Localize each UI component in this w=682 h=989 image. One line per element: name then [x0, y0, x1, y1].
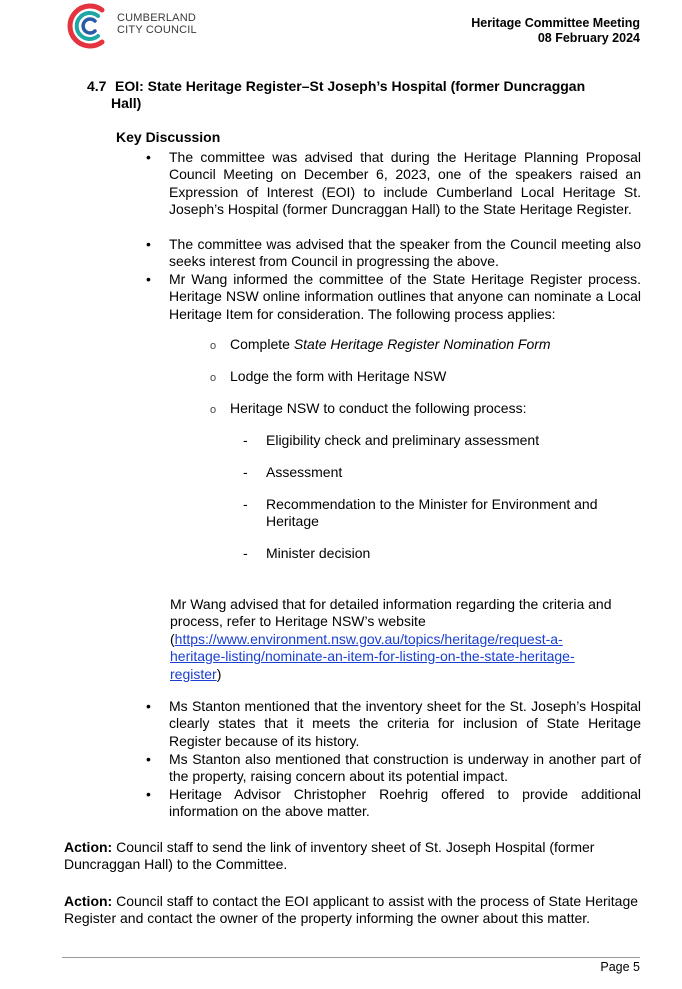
heritage-nsw-link-line3[interactable]: register	[170, 665, 217, 682]
key-discussion-heading: Key Discussion	[116, 129, 221, 145]
sub-step-4: Minister decision	[266, 545, 371, 561]
dash-bullet-icon: -	[243, 464, 248, 480]
bullet-icon: •	[146, 149, 151, 165]
sub-step-3: Recommendation to the Minister for Environment and Heritage	[266, 496, 598, 530]
advice-text: Mr Wang advised that for detailed information regarding the criteria and process, refer to Heritage NSW’s website	[170, 596, 612, 630]
process-step-3: Heritage NSW to conduct the following process:	[230, 400, 527, 416]
process-step-1-text: Complete	[230, 336, 294, 352]
sub-step-1: Eligibility check and preliminary assessment	[266, 432, 540, 448]
bullet-icon: •	[146, 271, 151, 287]
discussion-bullet-3: Mr Wang informed the committee of the State Heritage Register process. Heritage NSW online information outlines that anyone can nominate a Local Heritage Item for consideration. The following process applies:	[169, 271, 641, 322]
discussion-bullet-1: The committee was advised that during the Heritage Planning Proposal Council Meeting on December 6, 2023, one of the speakers raised an Expression of Interest (EOI) to include Cumberland Local Heritage St. Joseph’s Hospital (former Duncraggan Hall) to the State Heritage Register.	[169, 149, 641, 218]
dash-bullet-icon: -	[243, 545, 248, 561]
action-item-1	[64, 839, 644, 874]
section-title-line2: Hall)	[111, 95, 142, 111]
discussion-bullet-4: Ms Stanton mentioned that the inventory sheet for the St. Joseph’s Hospital clearly states that it meets the criteria for inclusion of State Heritage Register because of its history.	[169, 698, 641, 749]
heritage-nsw-link-line2[interactable]: heritage-listing/nominate-an-item-for-listing-on-the-state-heritage-	[170, 648, 575, 665]
action-text: Council staff to contact the EOI applicant to assist with the process of State Heritage Register and contact the owner of the property informing the owner about this matter.	[64, 893, 639, 927]
bullet-icon: •	[146, 786, 151, 802]
footer-divider	[62, 957, 640, 958]
dash-bullet-icon: -	[243, 432, 248, 448]
link-open-paren: (	[170, 630, 175, 647]
meeting-date: 08 February 2024	[537, 31, 640, 45]
council-logo-icon	[62, 0, 114, 52]
meeting-header	[471, 16, 640, 46]
heritage-nsw-link-line1[interactable]: https://www.environment.nsw.gov.au/topics/heritage/request-a-	[174, 630, 563, 647]
bullet-icon: •	[146, 751, 151, 767]
council-name	[117, 12, 197, 36]
sub-step-2: Assessment	[266, 464, 343, 480]
discussion-bullet-5: Ms Stanton also mentioned that construction is underway in another part of the property, raising concern about its potential impact.	[169, 751, 641, 785]
bullet-icon: •	[146, 698, 151, 714]
nomination-form-title: State Heritage Register Nomination Form	[293, 336, 551, 352]
council-name-line1: CUMBERLAND	[117, 12, 197, 24]
page-number: Page 5	[600, 960, 640, 974]
action-item-2	[64, 893, 644, 928]
section-title-line1: EOI: State Heritage Register–St Joseph’s Hospital (former Duncraggan	[115, 78, 586, 94]
dash-bullet-icon: -	[243, 496, 248, 512]
section-title	[87, 78, 647, 112]
website-link-block	[170, 631, 642, 648]
circle-bullet-icon: o	[210, 372, 217, 384]
process-step-1	[230, 336, 551, 352]
advice-paragraph	[170, 596, 642, 683]
council-name-line2: CITY COUNCIL	[117, 24, 197, 36]
action-label: Action:	[64, 839, 113, 855]
process-step-2: Lodge the form with Heritage NSW	[230, 368, 447, 384]
discussion-bullet-6: Heritage Advisor Christopher Roehrig offered to provide additional information on the above matter.	[169, 786, 641, 820]
section-number: 4.7	[87, 78, 107, 94]
bullet-icon: •	[146, 236, 151, 252]
action-text: Council staff to send the link of inventory sheet of St. Joseph Hospital (former Duncraggan Hall) to the Committee.	[64, 839, 595, 873]
action-label: Action:	[64, 893, 113, 909]
circle-bullet-icon: o	[210, 404, 217, 416]
circle-bullet-icon: o	[210, 340, 217, 352]
discussion-bullet-2: The committee was advised that the speaker from the Council meeting also seeks interest from Council in progressing the above.	[169, 236, 641, 270]
meeting-title: Heritage Committee Meeting	[471, 16, 640, 30]
link-close-paren: )	[216, 665, 222, 682]
